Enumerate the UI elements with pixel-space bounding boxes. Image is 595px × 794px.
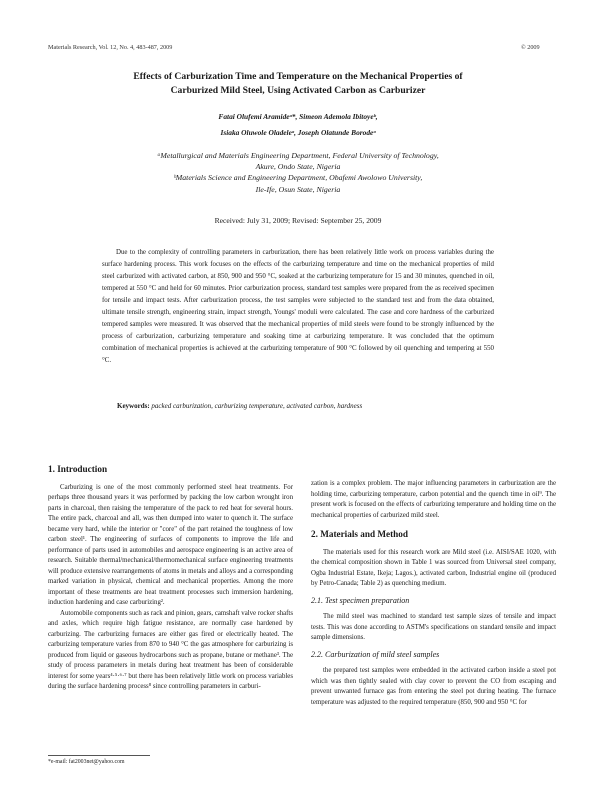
affiliation-line: Akure, Ondo State, Nigeria [255, 162, 341, 172]
subsection-heading-specimen: 2.1. Test specimen preparation [311, 595, 410, 605]
received-dates: Received: July 31, 2009; Revised: September 25, 2009 [214, 216, 382, 225]
section-heading-introduction: 1. Introduction [48, 464, 108, 474]
paragraph: Carburizing is one of the most commonly performed steel heat treatments. For perhaps three thousand years it was performed by packing the low carbon wrought iron parts in charcoal, then raising the temperature of the pack to red heat for several hours. The entire pack, charcoal and all, was then dumped into water to quench it. The surface became very hard, while the interior or "core" of the part retained the toughness of low carbon steel¹. The engineering of surfaces of components to improve the life and performance of parts used in automobiles and aerospace engineering is an active area of research. Suitable thermal/mechanical/thermomechanical surface engineering treatments will produce extensive rearrangements of atoms in metals and alloys and a corresponding marked variation in physical, chemical and mechanical properties. Among the more important of these treatments are heat treatment processes such immersion hardening, induction hardening and case carburizing². [48, 483, 293, 606]
affiliation-line: ᵃMetallurgical and Materials Engineering Department, Federal University of Technology, [157, 151, 439, 160]
footnote-rule [48, 755, 150, 756]
copyright-notice: © 2009 [521, 44, 540, 51]
paragraph: Automobile components such as rack and pinion, gears, camshaft valve rocker shafts and axles, which require high fatigue resistance, are normally case hardened by carburizing. The carburizing furnaces are either gas fired or electrically heated. The carburizing temperature varies from 870 to 940 °C the gas atmosphere for carburizing is produced from liquid or gaseous hydrocarbons such as propane, butane or methane³. The study of process parameters in metals during heat treatment has been of considerable interest for some years⁴·⁵·⁶·⁷ but there has been relatively little work on process variables during the surface hardening process⁸ since controlling parameters in carburi- [48, 609, 293, 690]
keywords-text: packed carburization, carburizing temperature, activated carbon, hardness [151, 402, 363, 410]
section-heading-materials: 2. Materials and Method [311, 529, 408, 539]
title-line-1: Effects of Carburization Time and Temperature on the Mechanical Properties of [133, 71, 463, 82]
keywords-label: Keywords: [117, 402, 150, 410]
right-column [311, 479, 556, 708]
journal-running-head: Materials Research, Vol. 12, No. 4, 483-487, 2009 [48, 44, 173, 51]
affiliation-line: Ile-Ife, Osun State, Nigeria [255, 184, 341, 194]
paragraph: The mild steel was machined to standard test sample sizes of tensile and impact tests. This was done according to ASTM's specifications on standard tensile and impact sample dimensions. [311, 613, 556, 641]
authors-line-1: Fatai Olufemi Aramideᵃ*, Simeon Ademola Ibitoyeᵇ, [218, 112, 378, 121]
footnote-email: *e-mail: fat2003net@yahoo.com [48, 759, 125, 765]
paper-title [80, 70, 516, 97]
paragraph: zation is a complex problem. The major influencing parameters in carburization are the holding time, carburizing temperature, carbon potential and the quench time in oil⁹. The present work is focused on the effects of carburizing temperature and holding time on the mechanical properties of carburized mild steel. [311, 480, 556, 519]
keywords [117, 402, 362, 410]
subsection-heading-carburization: 2.2. Carburization of mild steel samples [311, 649, 440, 659]
title-line-2: Carburized Mild Steel, Using Activated Carbon as Carburizer [170, 84, 426, 96]
abstract: Due to the complexity of controlling parameters in carburization, there has been relatively little work on process variables during the surface hardening process. This work focuses on the effects of the carburizing temperature and time on the mechanical properties of mild steel carburized with activated carbon, at 850, 900 and 950 °C, soaked at the carburizing temperature for 15 and 30 minutes, quenched in oil, tempered at 550 °C and held for 60 minutes. Prior carburization process, standard test samples were prepared from the as received specimen for tensile and impact tests. After carburization process, the test samples were subjected to the standard test and from the data obtained, ultimate tensile strength, engineering strain, impact strength, Youngs' moduli were calculated. The case and core hardness of the carburized tempered samples were measured. It was observed that the mechanical properties of mild steels were found to be strongly influenced by the process of carburization, carburizing temperature and soaking time at carburizing temperature. It was concluded that the optimum combination of mechanical properties is achieved at the carburizing temperature of 900 °C followed by oil quenching and tempering at 550 °C. [102, 249, 494, 365]
left-column [48, 464, 293, 693]
paragraph: the prepared test samples were embedded in the activated carbon inside a steel pot which was then tightly sealed with clay cover to prevent the CO from escaping and prevent unwanted furnace gas from entering the steel pot during heating. The furnace temperature was adjusted to the required temperature (850, 900 and 950 °C for [311, 667, 556, 706]
affiliations [80, 150, 516, 195]
author-list [80, 109, 516, 141]
paragraph: The materials used for this research work are Mild steel (i.e. AISI/SAE 1020, with the chemical composition shown in Table 1 was sourced from Universal steel company, Ogba Industrial Estate, Ikeja; Lagos.), activated carbon, Industrial engine oil (produced by Petro-Canada; Table 2) as quenching medium. [311, 548, 556, 587]
affiliation-line: ᵇMaterials Science and Engineering Department, Obafemi Awolowo University, [173, 173, 423, 183]
authors-line-2: Isiaka Oluwole Oladeleᵃ, Joseph Olatunde Borodeᵃ [220, 128, 376, 137]
